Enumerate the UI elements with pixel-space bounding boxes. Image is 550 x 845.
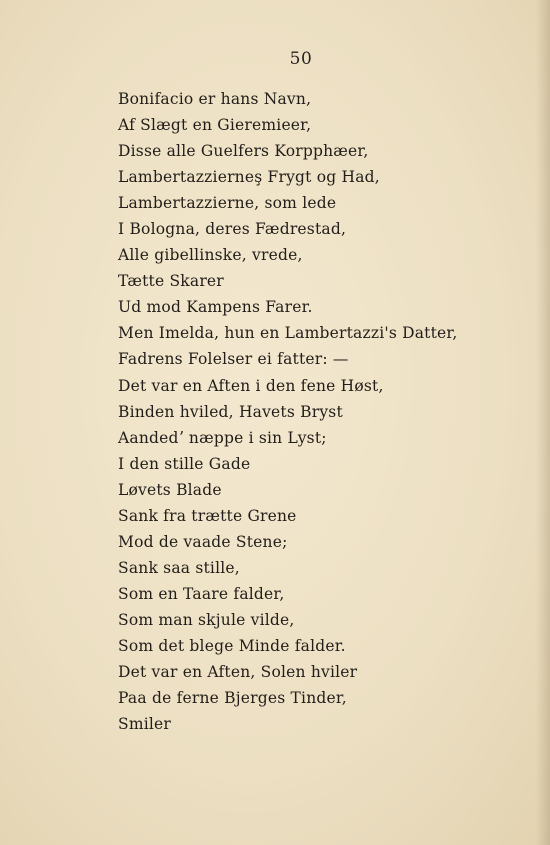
poem-line: Binden hviled, Havets Bryst: [118, 402, 343, 421]
poem-line: Sank fra trætte Grene: [118, 506, 297, 525]
poem-line: Som man skjule vilde,: [118, 610, 295, 629]
poem-line: Alle gibellinske, vrede,: [118, 246, 303, 265]
poem-line: Men Imelda, hun en Lambertazzi's Datter,: [118, 324, 458, 343]
poem-line: Som en Taare falder,: [118, 584, 285, 603]
poem-line: Løvets Blade: [118, 480, 222, 499]
poem-line: I den stille Gade: [118, 454, 251, 473]
poem-line: Som det blege Minde falder.: [118, 636, 346, 655]
poem-line: Lambertazzierne, som lede: [118, 194, 337, 213]
poem-line: Det var en Aften i den fene Høst,: [118, 376, 384, 395]
poem-line: Sank saa stille,: [118, 558, 240, 577]
poem-line: Paa de ferne Bjerges Tinder,: [118, 689, 347, 708]
poem-line: Mod de vaade Stene;: [118, 532, 288, 551]
page-number: 50: [289, 49, 313, 69]
poem-line: Aandedʼ næppe i sin Lyst;: [118, 428, 327, 447]
poem-line: Ud mod Kampens Farer.: [118, 298, 313, 317]
poem-line: Af Slægt en Gieremieer,: [118, 116, 312, 135]
poem-line: Disse alle Guelfers Korpphæer,: [118, 142, 369, 161]
poem-line: Fadrens Folelser ei fatter: —: [118, 350, 349, 369]
poem-line: Lambertazzierneş Frygt og Had,: [118, 168, 380, 187]
poem-text: [118, 86, 457, 737]
poem-line: Bonifacio er hans Navn,: [118, 90, 312, 108]
poem-line: Smiler: [118, 715, 172, 734]
poem-line: Tætte Skarer: [118, 272, 224, 291]
page-edge-shadow: [536, 0, 550, 845]
poem-line: Det var en Aften, Solen hviler: [118, 663, 358, 682]
poem-line: I Bologna, deres Fædrestad,: [118, 220, 347, 239]
